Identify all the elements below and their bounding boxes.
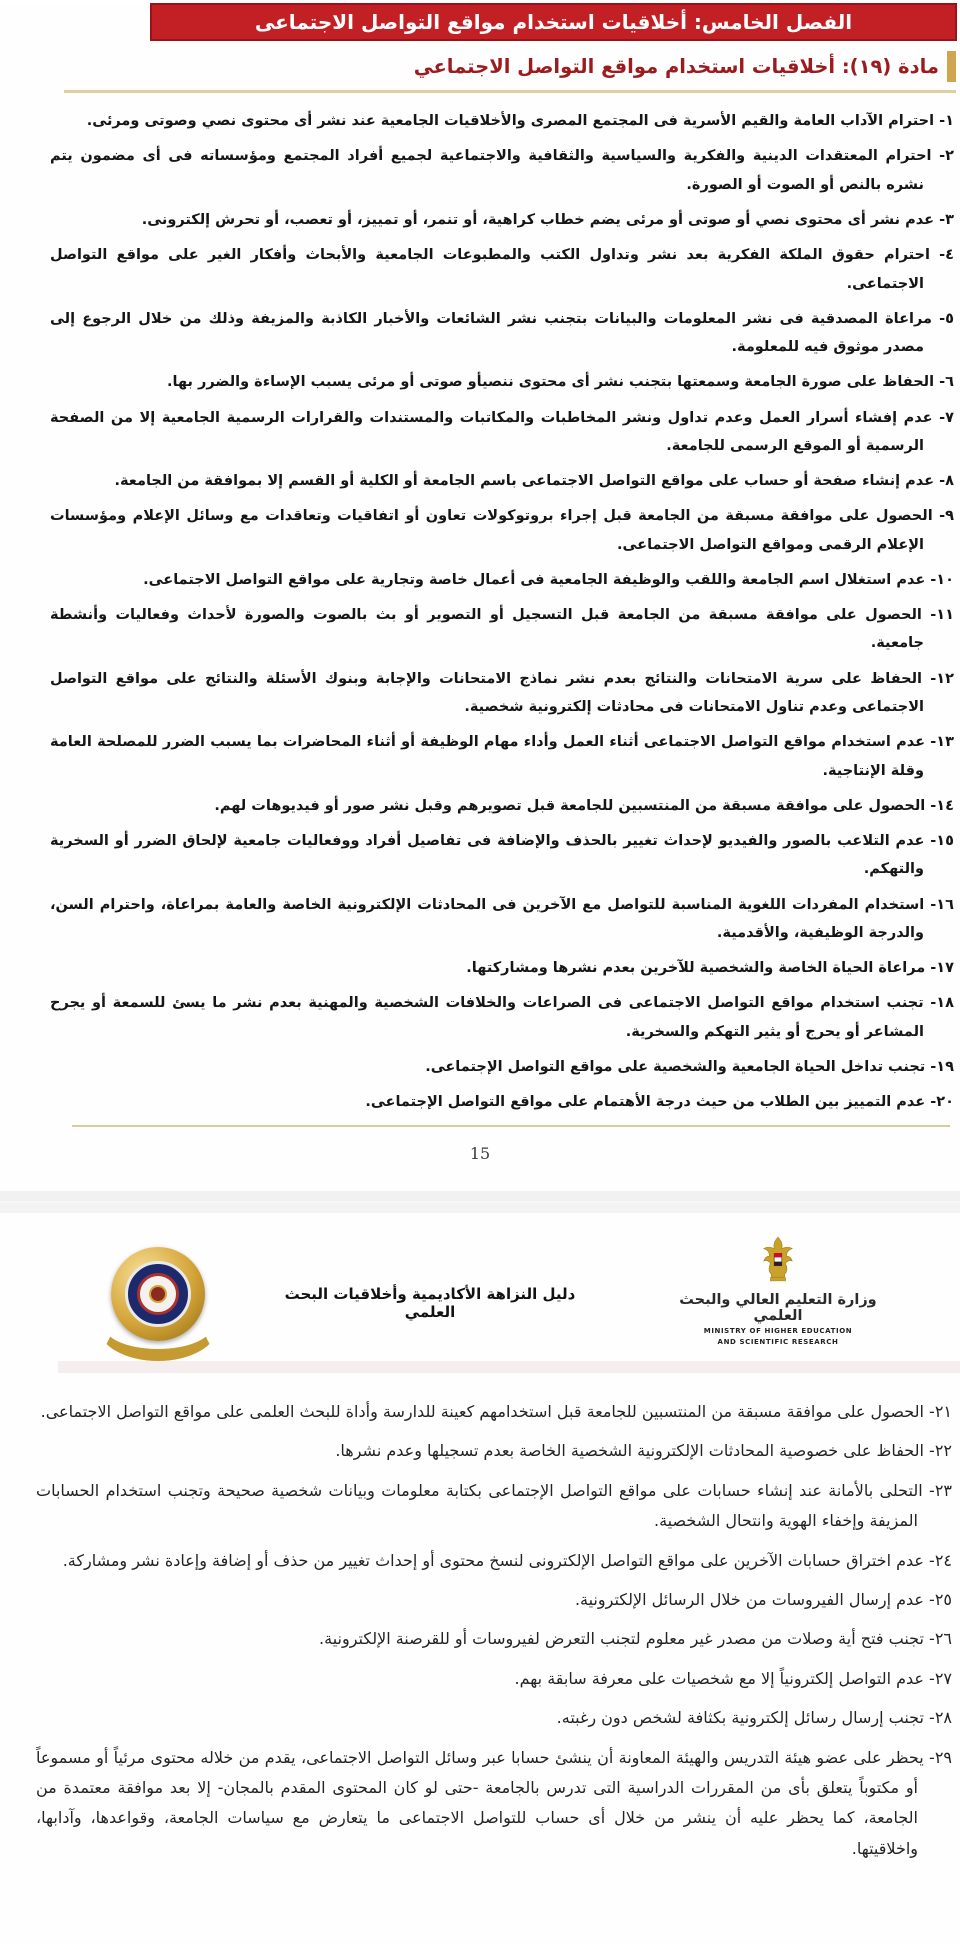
egypt-eagle-icon bbox=[759, 1235, 797, 1285]
page-number: 15 bbox=[469, 1144, 491, 1163]
ethics-item-10: ١٠- عدم استغلال اسم الجامعة واللقب والوظيفة الجامعية فى أعمال خاصة وتجارية على مواقع التواصل الاجتماعى. bbox=[143, 571, 954, 588]
gold-accent-bar bbox=[947, 51, 956, 82]
ethics-item-4: ٤- احترام حقوق الملكة الفكرية بعد نشر وتداول الكتب والمطبوعات الجامعية والأبحاث وأفكار الغير على مواقع التواصل الاجتماعى. bbox=[50, 247, 954, 292]
guide-title: دليل النزاهة الأكاديمية وأخلاقيات البحث العلمي bbox=[284, 1285, 576, 1321]
document-page-1 bbox=[0, 3, 960, 1191]
ethics-item-11: ١١- الحصول على موافقة مسبقة من الجامعة قبل التسجيل أو التصوير أو بث بالصوت والصورة لأحداث وفعاليات وأنشطة جامعية. bbox=[50, 607, 954, 652]
ethics-item-19: ١٩- تجنب تداخل الحياة الجامعية والشخصية على مواقع التواصل الإجتماعى. bbox=[425, 1058, 954, 1075]
ethics-item-18: ١٨- تجنب استخدام مواقع التواصل الاجتماعى فى الصراعات والخلافات الشخصية والمهنية بعدم نشر ما يسئ للسمعة أو يجرح المشاعر أو يحرج أو يثير التهكم والسخرية. bbox=[50, 995, 954, 1040]
page2-header bbox=[0, 1213, 960, 1361]
footer-rule bbox=[72, 1125, 950, 1127]
ministry-arabic-name: وزارة التعليم العالي والبحث العلمي bbox=[679, 1292, 877, 1324]
ethics-item-8: ٨- عدم إنشاء صفحة أو حساب على مواقع التواصل الاجتماعى باسم الجامعة أو الكلية أو القسم إلا بموافقة من الجامعة. bbox=[114, 473, 954, 490]
ethics-item-23: ٢٣- التحلى بالأمانة عند إنشاء حسابات على مواقع التواصل الإجتماعى بكتابة معلومات وبيانات شخصية صحيحة وتجنب استخدام الحسابات المزيفة وإخفاء الهوية وانتحال الشخصية. bbox=[36, 1480, 952, 1531]
ethics-item-7: ٧- عدم إفشاء أسرار العمل وعدم تداول ونشر المخاطبات والمكاتبات والمستندات والقرارات الرسمية الجامعية إلا من الصفحة الرسمية أو الموقع الرسمى للجامعة. bbox=[50, 409, 954, 454]
ethics-item-26: ٢٦- تجنب فتح أية وصلات من مصدر غير معلوم لتجنب التعرض لفيروسات أو للقرصنة الإلكترونية. bbox=[319, 1629, 952, 1649]
ethics-item-15: ١٥- عدم التلاعب بالصور والفيديو لإحداث تغيير بالحذف والإضافة فى تفاصيل أفراد ووفعاليات جامعية لإلحاق الضرر أو السخرية والتهكم. bbox=[50, 833, 954, 878]
ministry-english-name: MINISTRY OF HIGHER EDUCATION AND SCIENTIFIC RESEARCH bbox=[703, 1327, 853, 1347]
ethics-item-16: ١٦- استخدام المفردات اللغوية المناسبة للتواصل مع الآخرين فى المحادثات الإلكترونية الخاصة والعامة بمراعاة، واحترام السن، والدرجة الوظيفية، والأقدمية. bbox=[50, 896, 954, 941]
chapter-header-banner bbox=[150, 3, 957, 41]
ethics-item-6: ٦- الحفاظ على صورة الجامعة وسمعتها بتجنب نشر أى محتوى ننصيأو صوتى أو مرئى يسبب الإساءة والضرر بها. bbox=[167, 374, 954, 391]
laurel-wreath-icon bbox=[98, 1291, 218, 1361]
page-break-gap bbox=[0, 1191, 960, 1213]
ethics-item-3: ٣- عدم نشر أى محتوى نصي أو صوتى أو مرئى يضم خطاب كراهية، أو تنمر، أو تمييز، أو تعصب، أو تحرش إلكترونى. bbox=[141, 211, 954, 228]
ethics-item-27: ٢٧- عدم التواصل إلكترونياً إلا مع شخصيات على معرفة سابقة بهم. bbox=[514, 1668, 952, 1688]
ethics-item-22: ٢٢- الحفاظ على خصوصية المحادثات الإلكترونية الشخصية الخاصة بعدم تسجيلها وعدم نشرها. bbox=[335, 1441, 952, 1461]
ethics-item-25: ٢٥- عدم إرسال الفيروسات من خلال الرسائل الإلكترونية. bbox=[574, 1589, 952, 1609]
ethics-item-9: ٩- الحصول على موافقة مسبقة من الجامعة قبل إجراء بروتوكولات تعاون أو اتفاقيات وتعاقدات مع وسائل الإعلام ومؤسسات الإعلام الرقمى ومواقع التواصل الاجتماعى. bbox=[50, 508, 954, 553]
ethics-list-items-21-29 bbox=[0, 1373, 960, 1864]
article-title: مادة (١٩): أخلاقيات استخدام مواقع التواصل الاجتماعي bbox=[413, 55, 939, 78]
ethics-item-28: ٢٨- تجنب إرسال رسائل إلكترونية بكثافة لشخص دون رغبته. bbox=[556, 1708, 952, 1728]
university-jubilee-logo-icon bbox=[102, 1247, 214, 1361]
header-divider-band bbox=[58, 1361, 960, 1373]
ethics-item-1: ١- احترام الآداب العامة والقيم الأسرية فى المجتمع المصرى والأخلاقيات الجامعية عند نشر أى محتوى نصي وصوتى ومرئى. bbox=[86, 113, 954, 130]
ministry-logo-block bbox=[658, 1235, 898, 1348]
article-heading-row bbox=[64, 51, 956, 93]
ethics-item-14: ١٤- الحصول على موافقة مسبقة من المنتسبين للجامعة قبل تصويرهم وقبل نشر صور أو فيديوهات لهم. bbox=[214, 797, 954, 814]
ethics-item-17: ١٧- مراعاة الحياة الخاصة والشخصية للآخرين بعدم نشرها ومشاركتها. bbox=[466, 960, 954, 977]
ethics-item-5: ٥- مراعاة المصدقية فى نشر المعلومات والبيانات بتجنب نشر الشائعات والأخبار الكاذبة والمزيفة وذلك من خلال الرجوع إلى مصدر موثوق فيه للمعلومة. bbox=[50, 310, 954, 356]
ethics-item-21: ٢١- الحصول على موافقة مسبقة من المنتسبين للجامعة قبل استخدامهم كعينة للدارسة وأداة للبحث العلمى على مواقع التواصل الاجتماعى. bbox=[40, 1402, 952, 1421]
document-page-2 bbox=[0, 1213, 960, 1944]
ethics-item-20: ٢٠- عدم التمييز بين الطلاب من حيث درجة الأهتمام على مواقع التواصل الإجتماعى. bbox=[365, 1094, 954, 1111]
ethics-item-13: ١٣- عدم استخدام مواقع التواصل الاجتماعى أثناء العمل وأداء مهام الوظيفة أو أثناء المحاضرات بما يسبب الضرر للمصلحة العامة وقلة الإنتاجية. bbox=[50, 734, 954, 779]
ethics-item-24: ٢٤- عدم اختراق حسابات الآخرين على مواقع التواصل الإلكترونى لنسخ محتوى أو إحداث تغيير من حذف أو إضافة وإعادة نشر ومشاركة. bbox=[62, 1550, 952, 1570]
ethics-item-29: ٢٩- يحظر على عضو هيئة التدريس والهيئة المعاونة أن ينشئ حسابا عبر وسائل التواصل الاجتماعى، يقدم من خلاله محتوى مرئياً أو مسموعاً أو مكتوباً يتعلق بأى من المقررات الدراسية التى تدرس بالجامعة -حتى لو كان المحتوى المقدم بالمجان- إلا بعد موافقة معتمدة من الجامعة، كما يحظر عليه أن ينشر من خلال أى حساب للتواصل الاجتماعى ما يتعارض مع سياسات الجامعة، وقواعدها، وآدابها، واخلاقيتها. bbox=[36, 1747, 952, 1858]
ethics-item-2: ٢- احترام المعتقدات الدينية والفكرية والسياسية والثقافية والاجتماعية لجميع أفراد المجتمع ومؤسساته فى أى مضمون يتم نشره بالنص أو الصوت أو الصورة. bbox=[50, 148, 954, 193]
ethics-item-12: ١٢- الحفاظ على سرية الامتحانات والنتائج بعدم نشر نماذج الامتحانات والإجابة وبنوك الأسئلة والنتائج على مواقع التواصل الاجتماعى وعدم تناول الامتحانات فى محادثات إلكترونية شخصية. bbox=[50, 670, 954, 715]
ethics-list-items-1-20 bbox=[0, 93, 960, 1116]
chapter-title: الفصل الخامس: أخلاقيات استخدام مواقع التواصل الاجتماعى bbox=[254, 10, 853, 34]
